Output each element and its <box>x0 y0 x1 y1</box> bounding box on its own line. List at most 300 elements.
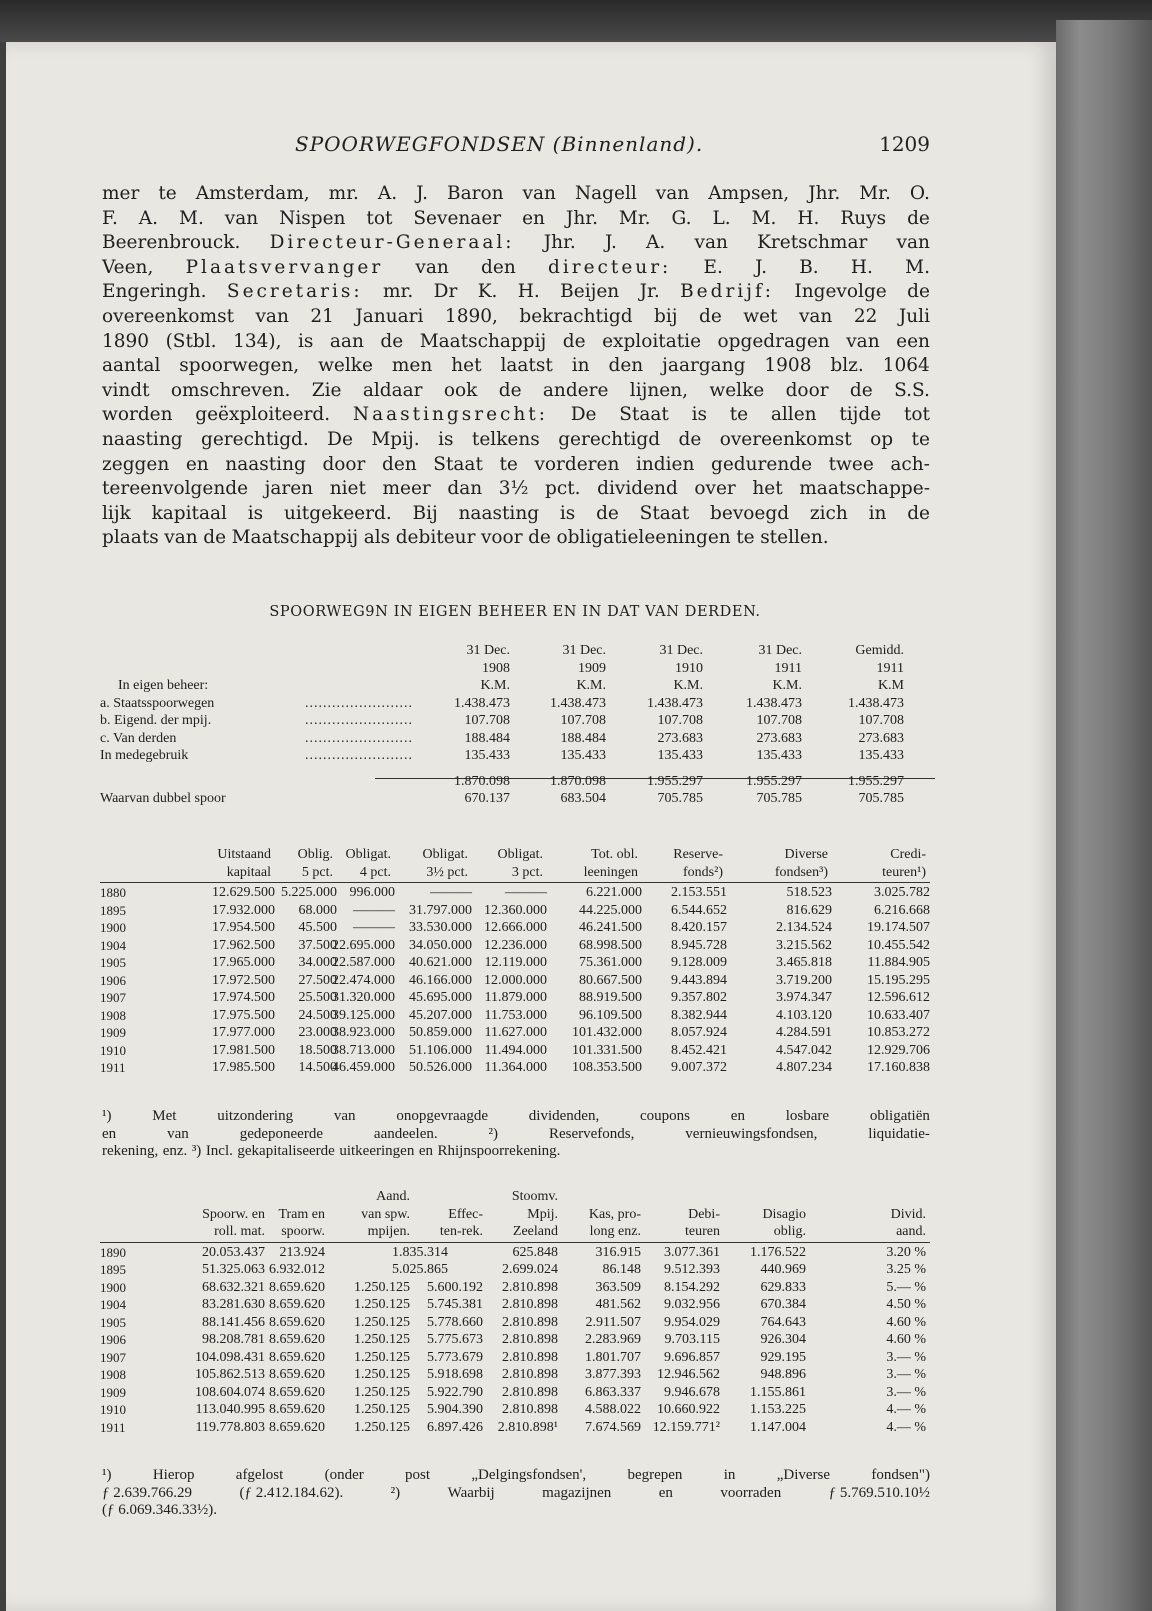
word: is <box>247 502 264 524</box>
table1-cell: 1908 <box>482 660 510 676</box>
word: Maatschappij <box>419 330 547 352</box>
word: naasting <box>458 502 540 524</box>
footnote-line <box>102 1143 930 1161</box>
word: (ƒ 6.069.346.33½). <box>102 1502 217 1518</box>
table3-row <box>100 1331 930 1349</box>
table1-cell: 1909 <box>578 660 606 676</box>
word: ach- <box>890 453 930 475</box>
table3-cell: 98.208.781 <box>202 1332 265 1347</box>
table3-cell: 7.674.569 <box>585 1419 641 1435</box>
table3-cell: 105.862.513 <box>195 1367 265 1382</box>
word: gedeponeerde <box>239 1125 323 1142</box>
table3-cell: 5.— % <box>886 1279 926 1295</box>
table-track-lengths <box>100 642 930 808</box>
word: de <box>528 527 551 549</box>
text-line <box>102 453 930 478</box>
word: te <box>736 527 755 549</box>
word: A. <box>138 207 159 229</box>
text-line <box>102 428 930 453</box>
footnotes-obligations <box>102 1108 930 1161</box>
table3-cell: 481.562 <box>595 1297 641 1312</box>
table3-cell: 629.833 <box>760 1279 806 1295</box>
table2-cell: 11.884.905 <box>867 955 930 970</box>
word: ƒ 2.639.766.29 <box>102 1484 192 1501</box>
table3-head-row <box>100 1206 930 1224</box>
table2-cell: 8.382.944 <box>671 1007 727 1023</box>
table1-row-label: Waarvan dubbel spoor <box>100 791 226 806</box>
table3-row <box>100 1349 930 1367</box>
word: M. <box>179 207 204 229</box>
table2-cell: 50.859.000 <box>409 1025 472 1040</box>
word: dan <box>447 478 483 500</box>
word: Incl. <box>205 1143 233 1159</box>
footnote-line <box>102 1467 930 1485</box>
table3-cell: 4.50 % <box>886 1297 926 1312</box>
table3-cell: 1.250.125 <box>354 1349 410 1365</box>
word: op <box>870 428 894 450</box>
table2-cell: 11.753.000 <box>484 1007 547 1023</box>
table1-cell: 1.438.473 <box>848 695 904 711</box>
word: de <box>678 428 702 450</box>
table2-cell: 24.500 <box>298 1007 337 1023</box>
word: Nagell <box>574 183 637 204</box>
table1-row-label: b. Eigend. der mpij. <box>100 713 212 728</box>
table1-cell: 273.683 <box>756 730 802 746</box>
table2-cell: 996.000 <box>349 885 395 900</box>
table2-cell: 12.629.500 <box>212 885 275 900</box>
word: van <box>164 527 198 549</box>
word: den <box>381 453 417 475</box>
table1-cell: 31 Dec. <box>659 643 703 658</box>
table2-cell: 8.945.728 <box>671 937 727 953</box>
table3-cell: 20.053.437 <box>202 1244 265 1260</box>
table3-head-cell: teuren <box>685 1224 720 1239</box>
table3-cell: 3.20 % <box>886 1244 926 1260</box>
word: bevoegd <box>710 502 790 524</box>
table1-cell: 135.433 <box>756 748 802 763</box>
word: dividend <box>597 478 678 500</box>
table1-total-row <box>100 773 930 791</box>
word: Staat <box>639 502 690 524</box>
table2-cell: 12.000.000 <box>484 972 547 988</box>
word: Maatschappij <box>231 527 359 549</box>
word: H. <box>517 281 540 303</box>
table1-spacer <box>100 765 930 773</box>
table3-head-cell: roll. mat. <box>214 1224 265 1239</box>
word: van <box>415 256 449 278</box>
word: door <box>322 453 366 475</box>
table3-cell: 8.659.620 <box>269 1349 325 1365</box>
leader-dots: ........................ <box>305 713 413 728</box>
text-line <box>102 477 930 502</box>
table3-cell: 440.969 <box>760 1262 806 1277</box>
table1-cell: 135.433 <box>657 748 703 763</box>
table2-head-cell: Obligat. <box>422 847 468 862</box>
table3-cell: 2.810.898¹ <box>497 1419 558 1435</box>
table3-year: 1909 <box>100 1384 126 1400</box>
table3-cell: 6.897.426 <box>427 1419 483 1435</box>
table3-cell: 8.659.620 <box>269 1419 325 1435</box>
table3-head-cell: Aand. <box>376 1189 410 1204</box>
table3-row <box>100 1296 930 1314</box>
word: bekrachtigd <box>519 305 633 327</box>
word: te <box>499 453 518 475</box>
table3-cell: 3.25 % <box>886 1262 926 1277</box>
word: een <box>896 330 930 352</box>
word: aldaar <box>362 379 423 401</box>
word: lijnen, <box>629 379 689 401</box>
table2-cell: 51.106.000 <box>409 1042 472 1058</box>
table2-cell: 14.500 <box>298 1060 337 1075</box>
table2-head-cell: 3½ pct. <box>426 864 468 880</box>
table3-cell: 929.195 <box>760 1349 806 1365</box>
table3-cell: 5.025.865 <box>392 1262 448 1277</box>
word: Bedrijf: <box>680 281 775 303</box>
table3-head-cell: Divid. <box>890 1206 926 1222</box>
table1-cell: 1.870.098 <box>550 773 606 789</box>
word: fondsen") <box>871 1467 930 1483</box>
table1-cell: 1.870.098 <box>454 773 510 789</box>
table2-cell: 22.474.000 <box>332 972 395 988</box>
table3-cell: 625.848 <box>512 1244 558 1260</box>
table1-cell: 135.433 <box>560 748 606 763</box>
table2-cell: 816.629 <box>786 902 832 918</box>
word: A. <box>646 232 666 254</box>
table2-cell: 17.977.000 <box>212 1025 275 1040</box>
table2-year: 1895 <box>100 902 126 918</box>
table3-head-cell: Kas, pro- <box>588 1206 641 1222</box>
word: gerechtigd <box>558 428 661 450</box>
table2-cell: 75.361.000 <box>579 955 642 970</box>
table2-cell: 19.174.507 <box>867 920 930 935</box>
word: (onder <box>324 1467 364 1483</box>
word: S.S. <box>894 379 930 401</box>
table2-cell: 17.985.500 <box>212 1060 275 1075</box>
table3-cell: 51.325.063 <box>202 1262 265 1277</box>
word: en <box>658 1484 673 1501</box>
word: gedurende <box>711 453 813 475</box>
table2-cell: 17.981.500 <box>212 1042 275 1058</box>
table2-cell: 12.596.612 <box>867 990 930 1005</box>
table3-year: 1911 <box>100 1419 126 1435</box>
word: is <box>297 330 314 352</box>
word: Sevenaer <box>413 207 502 229</box>
word: naasting <box>102 428 183 450</box>
word: van <box>694 232 728 254</box>
table3-cell: 2.810.898 <box>502 1384 558 1400</box>
word: Hierop <box>152 1467 195 1483</box>
table2-cell: 31.320.000 <box>332 990 395 1005</box>
table2-row <box>100 902 930 920</box>
table1-cell: 1911 <box>876 660 904 676</box>
table1-cell: 107.708 <box>858 713 904 728</box>
word: begrepen <box>627 1467 683 1483</box>
table3-year: 1900 <box>100 1279 126 1295</box>
table2-cell: 12.666.000 <box>484 920 547 935</box>
table3-year: 1890 <box>100 1244 126 1260</box>
table1-cell: 107.708 <box>657 713 703 728</box>
table3-head-cell: Mpij. <box>527 1206 558 1222</box>
table2-cell: 108.353.500 <box>572 1060 642 1075</box>
table1-row <box>100 695 930 713</box>
word: Baron <box>447 183 504 204</box>
word: de <box>562 330 586 352</box>
table3-cell: 213.924 <box>279 1244 325 1260</box>
table3-cell: 83.281.630 <box>202 1297 265 1312</box>
table2-cell: 33.530.000 <box>409 920 472 935</box>
table3-cell: 9.032.956 <box>664 1297 720 1312</box>
footnote-line <box>102 1126 930 1144</box>
table2-cell: 10.633.407 <box>867 1007 930 1023</box>
table3-cell: 2.911.507 <box>585 1314 641 1330</box>
table1-cell: Gemidd. <box>855 643 904 658</box>
table3-row <box>100 1366 930 1384</box>
table2-head-cell: Obligat. <box>497 847 543 862</box>
table-obligations <box>100 846 930 1077</box>
word: overeenkomst <box>102 305 235 327</box>
word: van <box>896 232 930 254</box>
table2-cell: 22.695.000 <box>332 937 395 953</box>
table2-cell: 17.972.500 <box>212 972 275 988</box>
word: dividenden, <box>528 1108 600 1124</box>
word: in <box>571 355 590 377</box>
table3-cell: 9.954.029 <box>664 1314 720 1330</box>
table3-head-cell: Zeeland <box>512 1224 558 1239</box>
footnotes-balance <box>102 1467 930 1520</box>
table2-year: 1880 <box>100 885 126 900</box>
table2-cell: 31.797.000 <box>409 902 472 918</box>
table2-cell: 518.523 <box>786 885 832 900</box>
word: voorraden <box>720 1484 782 1501</box>
word: Mpij. <box>371 428 420 450</box>
word: aantal <box>102 355 161 377</box>
word: zich <box>809 502 848 524</box>
word: is <box>438 428 454 450</box>
table2-cell: 34.000 <box>298 955 337 970</box>
table2-cell: 38.713.000 <box>332 1042 395 1058</box>
word: E. <box>703 256 723 278</box>
table3-cell: 6.932.012 <box>269 1262 325 1277</box>
table2-head-cell: Diverse <box>784 847 828 862</box>
word: H. <box>850 256 873 278</box>
table1-double-row <box>100 790 930 808</box>
table2-year: 1906 <box>100 972 126 988</box>
word: van <box>522 183 556 204</box>
table2-year: 1907 <box>100 990 126 1005</box>
table3-row <box>100 1261 930 1279</box>
table2-row <box>100 919 930 937</box>
table2-cell: 17.962.500 <box>212 937 275 953</box>
table2-cell: ——— <box>505 885 547 900</box>
table1-cell: 1.955.297 <box>746 773 802 789</box>
table3-row <box>100 1384 930 1402</box>
table2-cell: 18.500 <box>298 1042 337 1058</box>
text-line <box>102 231 930 256</box>
table2-cell: 8.057.924 <box>671 1025 727 1040</box>
word: en <box>730 1108 745 1124</box>
table1-row-label: In medegebruik <box>100 748 189 763</box>
table3-head-cell: ten-rek. <box>439 1224 483 1239</box>
word: 1890, <box>444 305 498 327</box>
table2-cell: 45.695.000 <box>409 990 472 1005</box>
word: Staat <box>433 453 483 475</box>
word: Ampsen, <box>708 183 790 204</box>
word: ²) <box>390 1484 401 1501</box>
table2-cell: 34.050.000 <box>409 937 472 953</box>
word: Jhr. <box>808 183 841 204</box>
table2-cell: 4.103.120 <box>776 1007 832 1023</box>
table3-cell: 113.040.995 <box>195 1402 265 1417</box>
table3-cell: 2.283.969 <box>585 1332 641 1347</box>
table3-head-cell: aand. <box>896 1224 926 1239</box>
word: O. <box>909 183 930 204</box>
table2-cell: 9.128.009 <box>671 955 727 970</box>
table3-cell: 316.915 <box>595 1244 641 1260</box>
leader-dots: ........................ <box>305 730 413 746</box>
table3-cell: 5.904.390 <box>427 1402 483 1417</box>
body-paragraph <box>102 182 930 551</box>
table3-cell: 2.810.898 <box>502 1314 558 1330</box>
word: is <box>559 502 576 524</box>
table2-year: 1908 <box>100 1007 126 1023</box>
table2-cell: ——— <box>353 902 395 918</box>
text-line <box>102 403 930 428</box>
table1-cell: 107.708 <box>464 713 510 728</box>
word: Engeringh. <box>102 281 207 303</box>
table2-cell: 101.331.500 <box>572 1042 642 1058</box>
table3-cell: 4.— % <box>886 1419 926 1435</box>
table2-year: 1905 <box>100 955 126 970</box>
word: directeur: <box>547 256 672 278</box>
table2-cell: 88.919.500 <box>579 990 642 1005</box>
table3-row <box>100 1314 930 1332</box>
word: G. <box>671 207 692 229</box>
table3-year: 1908 <box>100 1367 126 1382</box>
word: wet <box>743 305 778 327</box>
table1-cell: K.M. <box>576 678 606 693</box>
table3-year: 1910 <box>100 1402 126 1417</box>
word: van <box>224 207 259 229</box>
table1-cell: K.M. <box>772 678 802 693</box>
word: worden <box>102 404 173 426</box>
word: 22 <box>853 305 878 327</box>
word: telkens <box>471 428 540 450</box>
table1-row <box>100 730 930 748</box>
word: welke <box>709 379 765 401</box>
word: men <box>391 355 433 377</box>
footnote-line <box>102 1108 930 1126</box>
table1-cell: K.M. <box>673 678 703 693</box>
table2-cell: 3.719.200 <box>776 972 832 988</box>
table1-cell: 1.438.473 <box>454 695 510 711</box>
leader-dots: ........................ <box>305 695 413 711</box>
word: blz. <box>830 355 864 377</box>
word: en <box>102 1125 117 1142</box>
word: van <box>333 1108 356 1124</box>
table3-cell: 5.918.698 <box>427 1367 483 1382</box>
table2-cell: 5.225.000 <box>281 885 337 900</box>
table3-cell: 1.250.125 <box>354 1384 410 1400</box>
table2-row <box>100 972 930 990</box>
table3-cell: 764.643 <box>760 1314 806 1330</box>
table3-cell: 12.946.562 <box>657 1367 720 1382</box>
word: 1890 <box>102 330 150 352</box>
word: Jhr. <box>543 232 576 254</box>
table3-cell: 1.250.125 <box>354 1297 410 1312</box>
table2-cell: 17.965.000 <box>212 955 275 970</box>
table2-cell: 68.000 <box>298 902 337 918</box>
table3-cell: 119.778.803 <box>195 1419 265 1435</box>
table3-cell: 5.773.679 <box>427 1349 483 1365</box>
table3-cell: 3.077.361 <box>664 1244 720 1260</box>
table2-row <box>100 1042 930 1060</box>
word: indien <box>635 453 695 475</box>
table2-cell: 17.954.500 <box>212 920 275 935</box>
word: het <box>451 355 482 377</box>
table2-cell: 17.975.500 <box>212 1007 275 1023</box>
table2-cell: 96.109.500 <box>579 1007 642 1023</box>
word: vorderen <box>534 453 620 475</box>
table3-head-row <box>100 1188 930 1206</box>
table2-year: 1909 <box>100 1025 126 1040</box>
word: exploitatie <box>602 330 702 352</box>
table2-year: 1900 <box>100 920 126 935</box>
table3-cell: 3.— % <box>886 1349 926 1365</box>
table3-cell: 1.250.125 <box>354 1332 410 1347</box>
table3-head-cell: van spw. <box>361 1206 410 1222</box>
word: de <box>907 281 930 303</box>
text-line <box>102 379 930 404</box>
word: uitzondering <box>217 1108 294 1124</box>
word: De <box>570 404 597 426</box>
table3-cell: 86.148 <box>602 1262 641 1277</box>
word: voor <box>480 527 523 549</box>
table1-cell: 705.785 <box>657 791 703 806</box>
table2-cell: 17.974.500 <box>212 990 275 1005</box>
word: 1064 <box>882 355 930 377</box>
table3-cell: 9.696.857 <box>664 1349 720 1365</box>
table2-head-cell: teuren¹) <box>882 864 926 880</box>
word: (Stbl. <box>165 330 217 352</box>
word: post <box>405 1467 431 1483</box>
table3-cell: 88.141.456 <box>202 1314 265 1330</box>
table2-cell: 11.627.000 <box>484 1025 547 1040</box>
table2-head-cell: Uitstaand <box>217 847 271 862</box>
table2-cell: 44.225.000 <box>579 902 642 918</box>
word: tot <box>366 207 393 229</box>
word: Amsterdam, <box>195 183 310 204</box>
word: als <box>363 527 391 549</box>
table2-cell: 8.420.157 <box>671 920 727 935</box>
word: aan <box>329 330 364 352</box>
word: M. <box>905 256 930 278</box>
table3-row <box>100 1244 930 1262</box>
word: Januari <box>355 305 424 327</box>
word: onopgevraagde <box>396 1108 488 1124</box>
table2-cell: 3.465.818 <box>776 955 832 970</box>
word: 3½ <box>498 478 529 500</box>
leader-dots: ........................ <box>305 748 413 763</box>
table2-cell: 2.134.524 <box>776 920 832 935</box>
word: gerechtigd. <box>200 428 309 450</box>
table2-row <box>100 937 930 955</box>
table3-cell: 1.801.707 <box>585 1349 641 1365</box>
table3-cell: 5.745.381 <box>427 1297 483 1312</box>
word: de <box>596 502 619 524</box>
table2-head-cell: Tot. obl. <box>591 847 638 862</box>
table2-cell: 8.452.421 <box>671 1042 727 1058</box>
table3-cell: 4.60 % <box>886 1332 926 1347</box>
